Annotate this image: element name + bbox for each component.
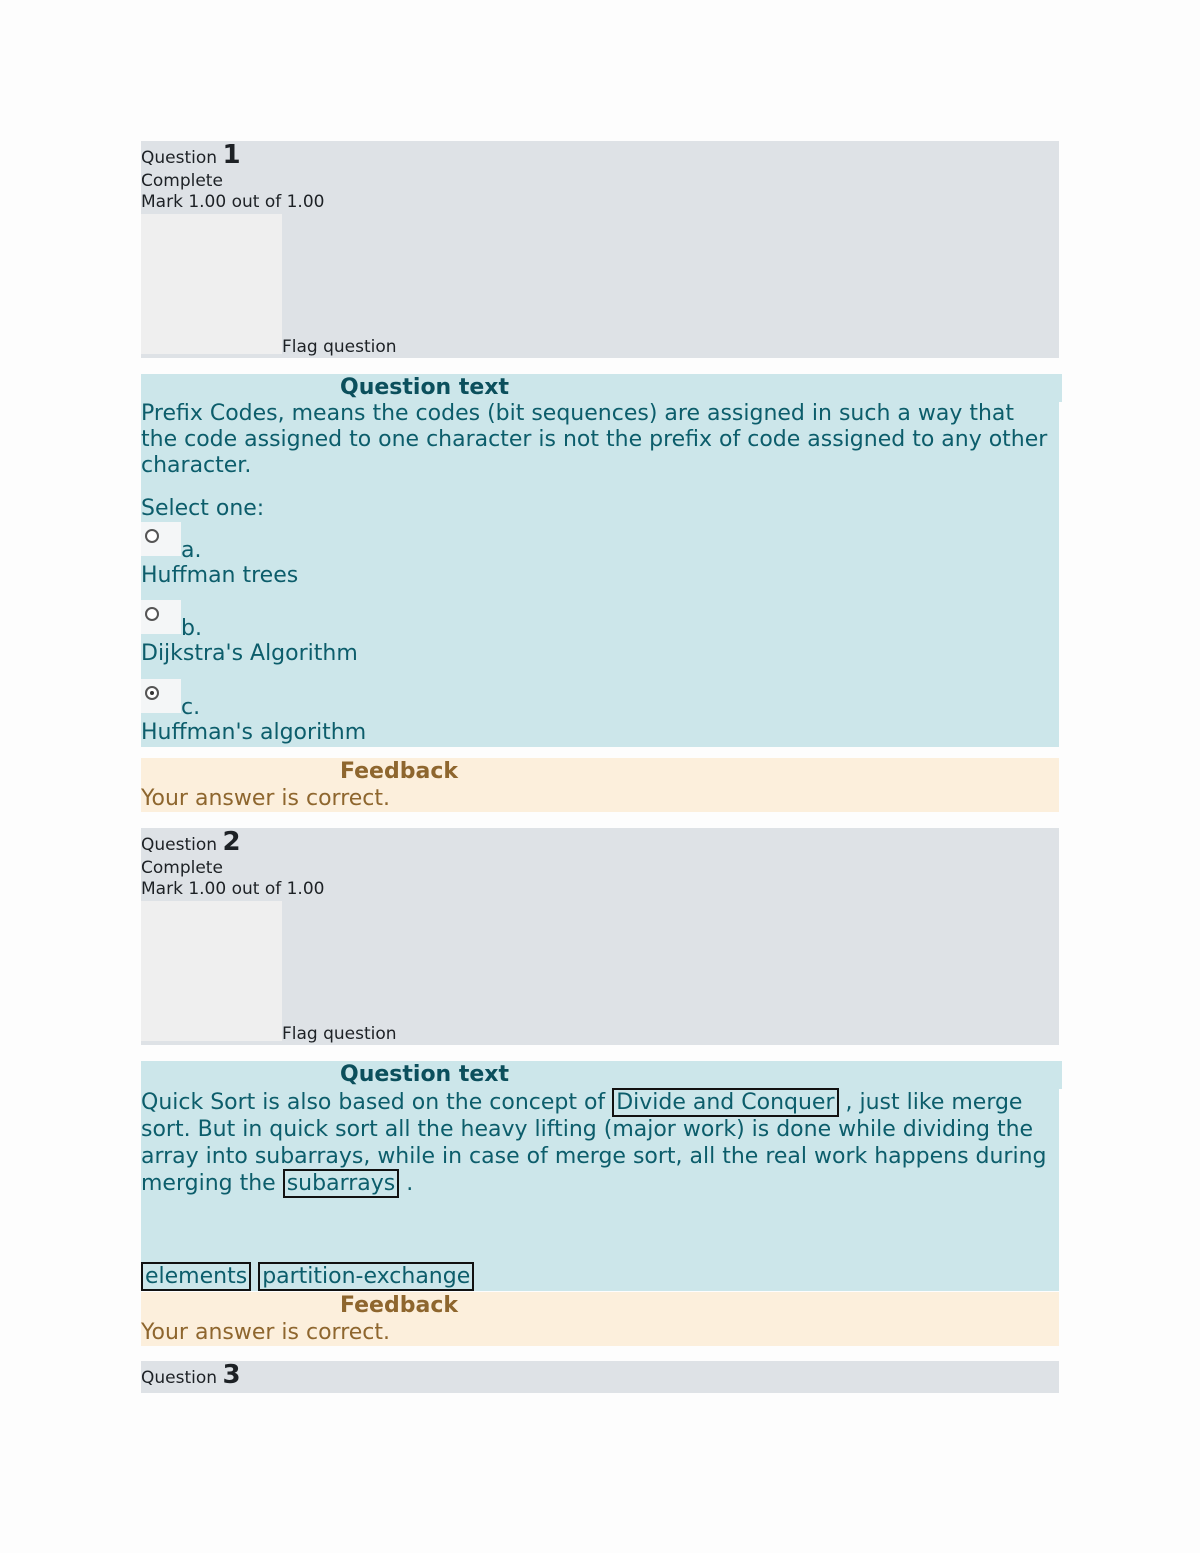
- option-c-radio-area[interactable]: [141, 679, 181, 713]
- option-a-letter: a.: [181, 538, 202, 563]
- question-2-text-part3: .: [406, 1171, 414, 1196]
- question-text-header: Question text: [340, 1061, 1062, 1089]
- question-2-number: [141, 827, 241, 857]
- question-label: Question: [141, 148, 218, 168]
- drop-zone-1[interactable]: Divide and Conquer: [612, 1088, 838, 1117]
- question-2-info: [141, 828, 1059, 1045]
- question-2-state: Complete: [141, 858, 223, 878]
- question-1-content: [141, 374, 1059, 747]
- question-2-text-part2: , just like merge sort. But in quick sort all the heavy lifting (major work) is done while dividing the array into subarrays, while in case of merge sort, all the real work happens during merging the: [141, 1090, 1047, 1196]
- option-b-text[interactable]: Dijkstra's Algorithm: [141, 641, 358, 666]
- radio-icon[interactable]: [145, 529, 159, 543]
- feedback-text: Your answer is correct.: [141, 786, 391, 811]
- question-2-feedback: [141, 1292, 1059, 1346]
- drag-choices: [141, 1264, 474, 1290]
- question-label: Question: [141, 1368, 218, 1388]
- question-1-text: Prefix Codes, means the codes (bit sequences) are assigned in such a way that the code assigned to one character is not the prefix of code assigned to any other character.: [141, 401, 1048, 478]
- flag-icon[interactable]: [141, 214, 282, 354]
- question-number-value: 1: [222, 140, 241, 170]
- select-one-prompt: Select one:: [141, 496, 265, 521]
- feedback-header: Feedback: [340, 1293, 458, 1318]
- question-text-header: Question text: [340, 374, 1062, 402]
- question-number-value: 2: [222, 827, 241, 857]
- flag-question-link[interactable]: Flag question: [282, 1024, 397, 1044]
- flag-icon[interactable]: [141, 901, 282, 1041]
- question-1-mark: Mark 1.00 out of 1.00: [141, 192, 325, 212]
- question-1-number: [141, 140, 241, 170]
- option-a-radio-area[interactable]: [141, 522, 181, 556]
- question-1-state: Complete: [141, 171, 223, 191]
- question-1-feedback: [141, 758, 1059, 812]
- question-3-number: [141, 1360, 241, 1390]
- option-b-radio-area[interactable]: [141, 600, 181, 634]
- question-3-info: [141, 1361, 1059, 1393]
- flag-question-link[interactable]: Flag question: [282, 337, 397, 357]
- feedback-header: Feedback: [340, 759, 458, 784]
- feedback-text: Your answer is correct.: [141, 1320, 391, 1345]
- radio-checked-icon[interactable]: [145, 686, 159, 700]
- drag-choice-elements[interactable]: elements: [141, 1262, 251, 1291]
- option-c-text[interactable]: Huffman's algorithm: [141, 720, 367, 745]
- question-2-mark: Mark 1.00 out of 1.00: [141, 879, 325, 899]
- question-2-content: [141, 1061, 1059, 1291]
- question-number-value: 3: [222, 1360, 241, 1390]
- option-a-text[interactable]: Huffman trees: [141, 563, 299, 588]
- radio-icon[interactable]: [145, 607, 159, 621]
- drag-choice-partition-exchange[interactable]: partition-exchange: [258, 1262, 474, 1291]
- option-b-letter: b.: [181, 616, 202, 641]
- question-label: Question: [141, 835, 218, 855]
- drop-zone-2[interactable]: subarrays: [283, 1169, 400, 1198]
- question-1-info: [141, 141, 1059, 358]
- option-c-letter: c.: [181, 695, 201, 720]
- question-2-text-part1: Quick Sort is also based on the concept of: [141, 1090, 606, 1115]
- question-2-text: [141, 1089, 1057, 1197]
